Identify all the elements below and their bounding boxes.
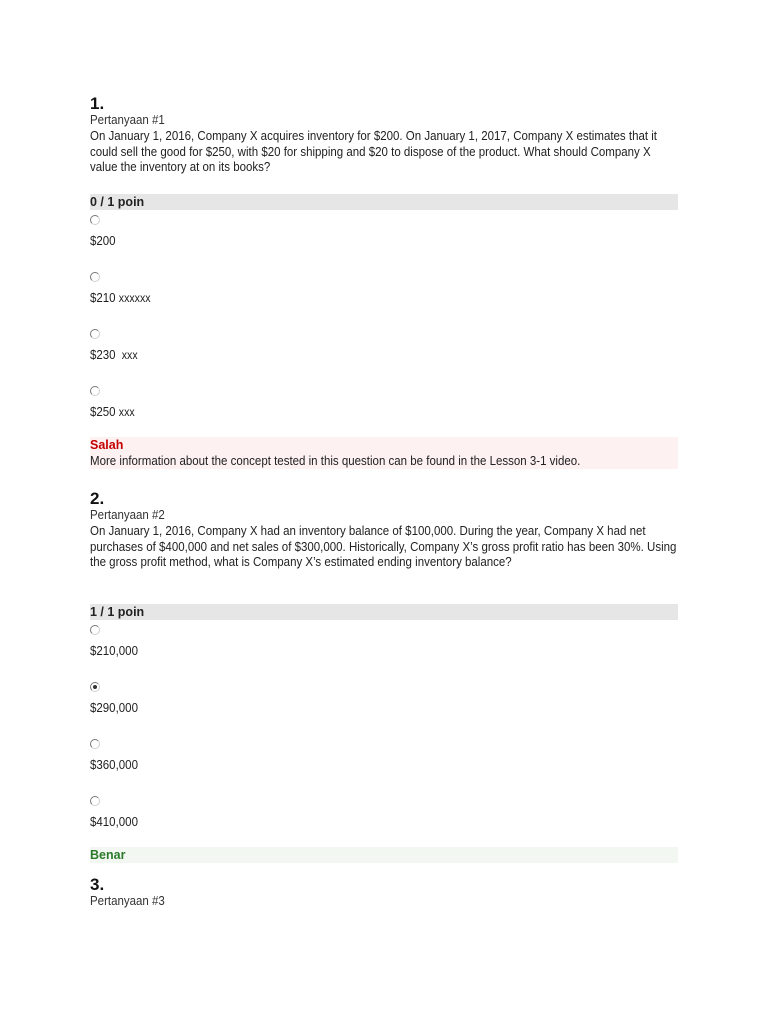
question-1-option-2-radio[interactable] (90, 272, 100, 282)
question-1-number: 1. (90, 94, 105, 113)
question-2-score: 1 / 1 poin (90, 605, 145, 619)
question-2-text: On January 1, 2016, Company X had an inventory balance of $100,000. During the year, Company X had net purchases of $400,000 and net sales of $300,000. Historically, Company X’s gross profit ratio has been 30%. Using the gross profit method, what is Company X’s estimated ending inventory balance? (90, 524, 677, 569)
question-2-feedback (90, 847, 678, 863)
question-2-option-2-radio-selected[interactable] (90, 682, 100, 692)
question-2-number: 2. (90, 489, 105, 508)
question-3-number: 3. (90, 875, 105, 894)
question-1-score-bar (90, 194, 678, 210)
question-2-score-bar (90, 604, 678, 620)
question-2-option-4-radio[interactable] (90, 796, 100, 806)
question-1-option-3-label: $230 xxx (90, 348, 138, 362)
question-2-option-3-radio[interactable] (90, 739, 100, 749)
question-2-option-1-label: $210,000 (90, 644, 138, 658)
question-1-option-1-label: $200 (90, 234, 116, 248)
question-2-option-2-label: $290,000 (90, 701, 138, 715)
question-1-label: Pertanyaan #1 (90, 113, 165, 127)
question-2-option-4-label: $410,000 (90, 815, 138, 829)
answer-note: xxxxxx (118, 293, 151, 305)
question-1-text: On January 1, 2016, Company X acquires inventory for $200. On January 1, 2017, Company X estimates that it could sell the good for $250, with $20 for shipping and $20 to dispose of the product. What should Company X value the inventory at on its books? (90, 129, 658, 174)
question-1-option-1-radio[interactable] (90, 215, 100, 225)
question-1-score: 0 / 1 poin (90, 195, 145, 209)
feedback-status-correct: Benar (90, 848, 126, 862)
question-2-label: Pertanyaan #2 (90, 508, 165, 522)
question-2-option-1-radio[interactable] (90, 625, 100, 635)
question-2-option-3-label: $360,000 (90, 758, 138, 772)
feedback-status-wrong: Salah (90, 438, 124, 452)
question-1-feedback (90, 437, 678, 469)
answer-note: xxx (118, 350, 138, 362)
question-3-label: Pertanyaan #3 (90, 894, 165, 908)
feedback-explanation: More information about the concept tested in this question can be found in the Lesson 3-1 video. (90, 454, 581, 468)
question-1-option-4-label: $250 xxx (90, 405, 135, 419)
question-1-option-2-label: $210 xxxxxx (90, 291, 151, 305)
question-1-option-4-radio[interactable] (90, 386, 100, 396)
question-1-option-3-radio[interactable] (90, 329, 100, 339)
answer-note: xxx (118, 407, 135, 419)
